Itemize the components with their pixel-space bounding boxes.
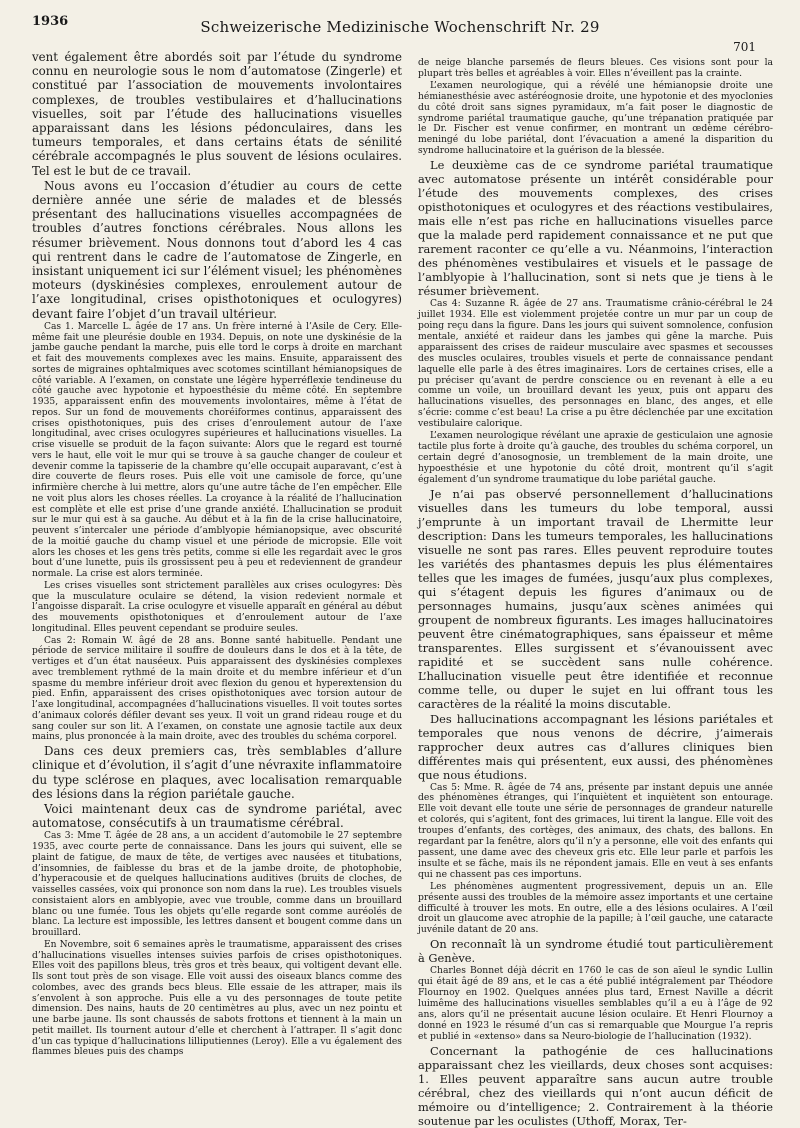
paragraph: Je n’ai pas observé personnellement d’hallucinations visuelles dans les tumeurs du lobe temporal, aussi j’emprunte à un important travail de Lhermitte leur description: Dans les tumeurs temporales, les hallucinations visuelle ne sont pas rares. Elles peuvent reproduire toutes les variétés des phantasmes depuis les plus élémentaires telles que les images de fumées, jusqu’aux plus complexes, qui s’étagent depuis les figures d’animaux ou de personnages humains, jusqu’aux scènes animées qui groupent de nombreux figurants. Les images hallucinatoires peuvent être cinématographiques, sans épaisseur et même transparentes. Elles surgissent et s’évanouissent avec rapidité et se succèdent sans nulle cohérence. L’hallucination visuelle peut être identifiée et reconnue comme telle, ou duper le sujet en lui offrant tous les caractères de la réalité la moins discutable.	[418, 486, 773, 711]
paragraph: Cas 1. Marcelle L. âgée de 17 ans. Un frère interné à l’Asile de Cery. Elle-même fait une pleurésie double en 1934. Depuis, on note une dyskinésie de la jambe gauche pendant la marche, puis elle tord le corps à droite en marchant et fait des mouvements complexes avec les mains. Ensuite, apparaissent des sortes de migraines ophtalmiques avec scotomes scintillant hémianopsiques de côté variable. A l’examen, on constate une légère hyperréflexie tendineuse du côté gauche avec hypotonie et hypoesthésie du même côté. En septembre 1935, apparaissent enfin des mouvements involontaires, même à l’état de repos. Sur un fond de mouvements choréiformes continus, apparaissent des crises opisthotoniques, puis des crises d’enroulement autour de l’axe longitudinal, avec crises oculogyres supérieures et hallucinations visuelles. La crise visuelle se produit de la façon suivante: Alors que le regard est tourné vers le haut, elle voit le mur qui se trouve à sa gauche changer de couleur et devenir comme la tapisserie de la chambre qu’elle occupait auparavant, c’est à dire couverte de fleurs roses. Puis elle voit une camisole de force, qu’une infirmière cherche à lui mettre, alors qu’une autre tâche de l’en empêcher. Elle ne voit plus alors les choses réelles. La croyance à la réalité de l’hallucination est complète et elle est prise d’une grande anxiété. L’hallucination se produit sur le mur qui est à sa gauche. Au début et à la fin de la crise hallucinatoire, peuvent s’intercaler une période d’amblyopie hémianopsique, avec obscurité de la moitié gauche du champ visuel et une période de micropsie. Elle voit alors les choses et les gens très petits, comme si elle les regardait avec le gros bout d’une lunette, puis ils grossissent peu à peu et redeviennent de grandeur normale. La crise est alors terminée.	[32, 321, 402, 580]
paragraph: Cas 2: Romain W. âgé de 28 ans. Bonne santé habituelle. Pendant une période de service militaire il souffre de douleurs dans le dos et à la tête, de vertiges et d’un état nauséeux. Puis apparaissent des dyskinésies complexes avec tremblement rythmé de la main droite et du membre inférieur et d’un spasme du membre inférieur droit avec flexion du genou et hyperextension du pied. Enfin, apparaissent des crises opisthotoniques avec torsion autour de l’axe longitudinal, accompagnées d’hallucinations visuelles. Il voit toutes sortes d’animaux colorés défiler devant ses yeux. Il voit un grand rideau rouge et du sang couler sur son lit. A l’examen, on constate une agnosie tactile aux deux mains, plus prononcée à la main droite, avec des troubles du schéma corporel.	[32, 635, 402, 743]
paragraph: Voici maintenant deux cas de syndrome pariétal, avec automatose, consécutifs à un traumatisme cérébral.	[32, 801, 402, 831]
paragraph: Les phénomènes augmentent progressivement, depuis un an. Elle présente aussi des troubles de la mémoire assez importants et une certaine difficulté à trouver les mots. En outre, elle a des lésions oculaires. A l’œil droit un glaucome avec atrophie de la papille; à l’œil gauche, une cataracte juvénile datant de 20 ans.	[418, 880, 773, 936]
paragraph: Des hallucinations accompagnant les lésions pariétales et temporales que nous venons de décrire, j’aimerais rapprocher deux autres cas d’allures cliniques bien différentes mais qui présentent, eux aussi, des phénomènes que nous étudions.	[418, 711, 773, 782]
paragraph: Cas 5: Mme. R. âgée de 74 ans, présente par instant depuis une année des phénomènes étranges, qui l’inquiètent et inquiètent son entourage. Elle voit devant elle toute une série de personnages de grandeur naturelle et colorés, qui s’agitent, font des grimaces, lui tirent la langue. Elle voit des troupes d’enfants, des cortèges, des animaux, des chats, des ballons. En regardant par la fenêtre, alors qu’il n’y a personne, elle voit des enfants qui passent, une dame avec des cheveux gris etc. Elle leur parle et parfois les insulte et se fâche, mais ils ne répondent jamais. Elle en veut à ses enfants qui ne chassent pas ces importuns.	[418, 781, 773, 880]
paragraph: En Novembre, soit 6 semaines après le traumatisme, apparaissent des crises d’hallucinations visuelles intenses suivies parfois de crises opisthotoniques. Elles voit des papillons bleus, très gros et très beaux, qui voltigent devant elle. Ils sont tout près de son visage. Elle voit aussi des oiseaux blancs comme des colombes, avec des grands becs bleus. Elle essaie de les attraper, mais ils s’envolent à son approche. Puis elle a vu des personnages de toute petite dimension. Des nains, hauts de 20 centimètres au plus, avec un nez pointu et une barbe jaune. Ils sont chaussés de sabots frottons et tiennent à la main un petit maillet. Ils tournent autour d’elle et cherchent à l’attraper. Il s’agit donc d’un cas typique d’hallucinations lilliputiennes (Leroy). Elle a vu également des flammes bleues puis des champs	[32, 939, 402, 1058]
left-column	[32, 50, 402, 1058]
paragraph: Les crises visuelles sont strictement parallèles aux crises oculogyres: Dès que la musculature oculaire se détend, la vision redevient normale et l’angoisse disparaît. La crise oculogyre et visuelle apparaît en général au début des mouvements opisthotoniques et d’enroulement autour de l’axe longitudinal. Elles peuvent cependant se produire seules.	[32, 580, 402, 634]
header-page-number: 701	[733, 40, 756, 54]
paragraph: L’examen neurologique, qui a révélé une hémianopsie droite une hémianesthésie avec astéréognosie droite, une hypotonie et des myoclonies du côté droit sans signes pyramidaux, m’a fait poser le diagnostic de syndrome pariétal traumatique gauche, qu’une trépanation pratiquée par le Dr. Fischer est venue confirmer, en montrant un œdème cérébro-meningé du lobe pariétal, dont l’évacuation a amené la disparition du syndrome hallucinatoire et la guérison de la blessée.	[418, 79, 773, 157]
header-journal-title: Schweizerische Medizinische Wochenschrift Nr. 29	[200, 18, 600, 36]
paragraph: Nous avons eu l’occasion d’étudier au cours de cette dernière année une série de malades et de blessés présentant des hallucinations visuelles accompagnées de troubles d’autres fonctions cérébrales. Nous allons les résumer brièvement. Nous donnons tout d’abord les 4 cas qui rentrent dans le cadre de l’automatose de Zingerle, en insistant uniquement ici sur l’élément visuel; les phénomènes moteurs (dyskinésies complexes, enroulement autour de l’axe longitudinal, crises opisthotoniques et oculogyres) devant faire l’objet d’un travail ultérieur.	[32, 178, 402, 321]
paragraph: Charles Bonnet déjà décrit en 1760 le cas de son aïeul le syndic Lullin qui était âgé de 89 ans, et le cas a été publié intégralement par Théodore Flournoy en 1902. Quelques années plus tard, Ernest Naville a décrit luimême des hallucinations visuelles semblables qu’il a eu à l’âge de 92 ans, alors qu’il ne présentait aucune lésion oculaire. Et Henri Flournoy a donné en 1923 le résumé d’un cas si remarquable que Mourgue l’a repris et publié in «extenso» dans sa Neuro-biologie de l’hallucination (1932).	[418, 965, 773, 1042]
paragraph: de neige blanche parsemés de fleurs bleues. Ces visions sont pour la plupart très belles et agréables à voir. Elles n’éveillent pas la crainte.	[418, 57, 773, 79]
paragraph: Concernant la pathogénie de ces hallucinations apparaissant chez les vieillards, deux choses sont acquises: 1. Elles peuvent apparaître sans aucun autre trouble cérébral, chez des vieillards qui n’ont aucun déficit de mémoire ou d’intelligence; 2. Contrairement à la théorie soutenue par les oculistes (Uthoff, Morax, Ter-	[418, 1043, 773, 1128]
paragraph: Cas 3: Mme T. âgée de 28 ans, a un accident d’automobile le 27 septembre 1935, avec courte perte de connaissance. Dans les jours qui suivent, elle se plaint de fatigue, de maux de tête, de vertiges avec nausées et titubations, d’insomnies, de faiblesse du bras et de la jambe droite, de photophobie, d’hyperacousie et de quelques hallucinations auditives (bruits de cloches, de vaisselles cassées, voix qui prononce son nom dans la rue). Les troubles visuels consistaient alors en amblyopie, avec vue trouble, comme dans un brouillard blanc ou une fumée. Tous les objets qu’elle regarde sont comme auréolés de blanc. La lecture est impossible, les lettres dansent et bougent comme dans un brouillard.	[32, 831, 402, 939]
header-year: 1936	[32, 14, 69, 29]
paragraph: Le deuxième cas de ce syndrome pariétal traumatique avec automatose présente un intérêt considérable pour l’étude des mouvements complexes, des crises opisthotoniques et oculogyres et des réactions vestibulaires, mais elle n’est pas riche en hallucinations visuelles parce que la malade perd rapidement connaissance et ne put que rarement raconter ce qu’elle a vu. Néanmoins, l’interaction des phénomènes vestibulaires et visuels et le passage de l’amblyopie à l’hallucination, sont si nets que je tiens à le résumer brièvement.	[418, 158, 773, 299]
paragraph: Cas 4: Suzanne R. âgée de 27 ans. Traumatisme crânio-cérébral le 24 juillet 1934. Elle est violemment projetée contre un mur par un coup de poing reçu dans la figure. Dans les jours qui suivent somnolence, confusion mentale, anxiété et raideur dans les jambes qui gêne la marche. Puis apparaissent des crises de raideur musculaire avec spasmes et secousses des muscles oculaires, troubles visuels et perte de connaissance pendant laquelle elle parle à des êtres imaginaires. Lors de certaines crises, elle a pu préciser qu’avant de perdre conscience ou en revenant à elle a eu comme un voile, un brouillard devant les yeux, puis ont apparu des hallucinations visuelles, des personnages en blanc, des anges, et elle s’écrie: comme c’est beau! La crise a pu être déclenchée par une excitation vestibulaire calorique.	[418, 298, 773, 430]
right-column	[418, 57, 773, 1128]
paragraph: L’examen neurologique révélant une apraxie de gesticulaion une agnosie tactile plus forte à droite qu’à gauche, des troubles du schéma corporel, un certain degré d’anosognosie, un tremblement de la main droite, une hypoesthésie et une hypotonie du côté droit, montrent qu’il s’agit également d’un syndrome traumatique du lobe pariétal gauche.	[418, 430, 773, 485]
paragraph: On reconnaît là un syndrome étudié tout particulièrement à Genève.	[418, 937, 773, 966]
paragraph: Dans ces deux premiers cas, très semblables d’allure clinique et d’évolution, il s’agit d’une névraxite inflammatoire du type sclérose en plaques, avec localisation remarquable des lésions dans la région pariétale gauche.	[32, 744, 402, 801]
paragraph: vent également être abordés soit par l’étude du syndrome connu en neurologie sous le nom d’automatose (Zingerle) et constitué par l’association de mouvements involontaires complexes, de troubles vestibulaires et d’hallucinations visuelles, soit par l’étude des hallucinations visuelles apparaissant dans les lésions pédonculaires, dans les tumeurs temporales, et dans certains états de sénilité cérébrale accompagnés le plus souvent de lésions oculaires. Tel est le but de ce travail.	[32, 50, 402, 178]
